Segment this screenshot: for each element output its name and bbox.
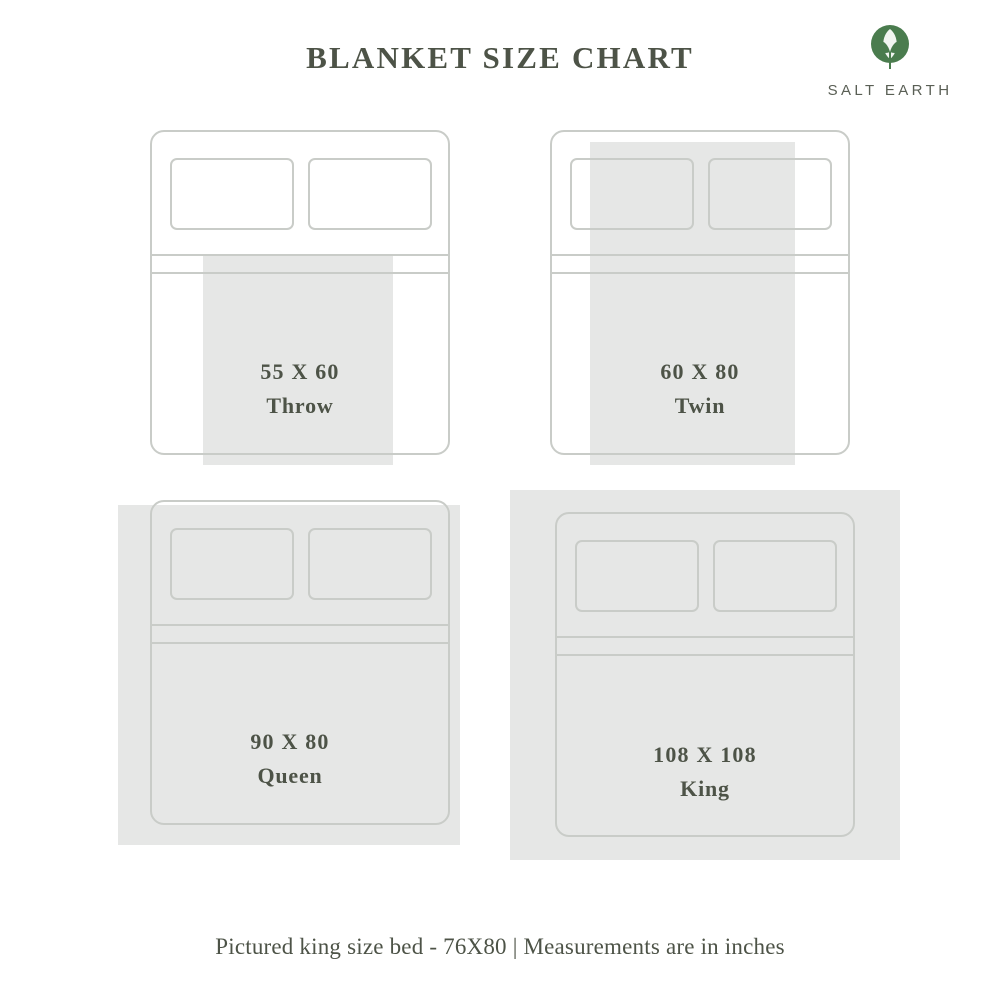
footer-note: Pictured king size bed - 76X80 | Measurements are in inches (215, 934, 785, 959)
bed-name-twin: Twin (674, 393, 726, 419)
bed-card-king (510, 490, 900, 880)
bed-card-queen (110, 490, 470, 850)
bed-label-queen (110, 725, 470, 793)
pillow-right-king (713, 540, 837, 612)
bed-divider-line-twin (552, 254, 848, 256)
bed-divider-line2-throw (152, 272, 448, 274)
bed-name-king: King (680, 776, 730, 802)
pillow-right-throw (308, 158, 432, 230)
bed-card-twin (540, 120, 860, 465)
brand-name: SALT EARTH (827, 82, 953, 99)
bed-label-twin (540, 355, 860, 423)
leaf-logo-icon (863, 22, 917, 76)
pillow-left-twin (570, 158, 694, 230)
bed-size-twin: 60 X 80 (660, 359, 740, 384)
bed-label-king (510, 738, 900, 806)
bed-divider-line-throw (152, 254, 448, 256)
pillow-left-queen (170, 528, 294, 600)
bed-name-queen: Queen (257, 763, 323, 789)
pillow-right-queen (308, 528, 432, 600)
bed-label-throw (140, 355, 460, 423)
brand-logo (800, 22, 980, 99)
bed-divider-line-queen (152, 624, 448, 626)
page-title: BLANKET SIZE CHART (306, 40, 694, 75)
bed-size-queen: 90 X 80 (250, 729, 330, 754)
bed-name-throw: Throw (266, 393, 334, 419)
bed-divider-line-king (557, 636, 853, 638)
bed-size-grid (0, 110, 1000, 900)
bed-divider-line2-twin (552, 272, 848, 274)
pillow-left-throw (170, 158, 294, 230)
bed-size-king: 108 X 108 (653, 742, 757, 767)
bed-divider-line2-queen (152, 642, 448, 644)
pillow-left-king (575, 540, 699, 612)
bed-card-throw (140, 120, 460, 465)
bed-size-throw: 55 X 60 (260, 359, 340, 384)
bed-divider-line2-king (557, 654, 853, 656)
pillow-right-twin (708, 158, 832, 230)
